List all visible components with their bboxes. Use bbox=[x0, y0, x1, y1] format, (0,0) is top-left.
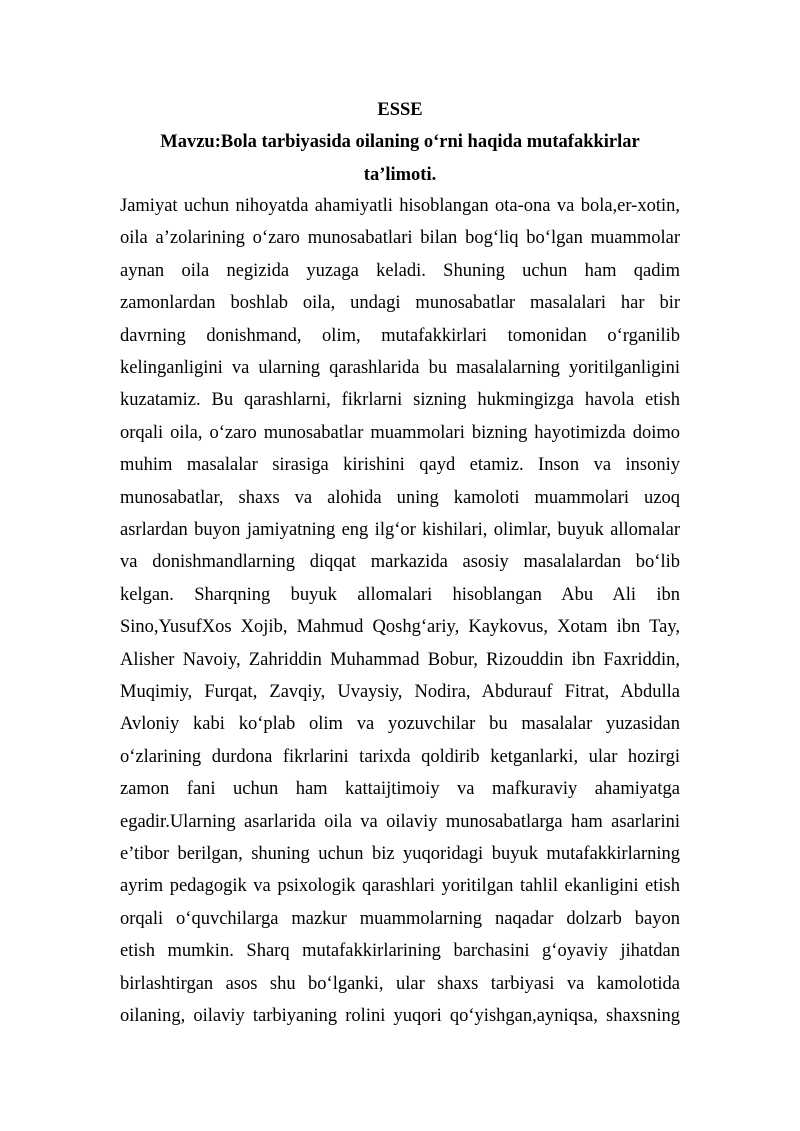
document-subject bbox=[120, 126, 680, 192]
body-line: etish mumkin. Sharq mutafakkirlarining barchasini g‘oyaviy jihatdan bbox=[120, 941, 680, 962]
body-line: zamon fani uchun ham kattaijtimoiy va mafkuraviy ahamiyatga bbox=[120, 779, 680, 800]
body-line: asrlardan buyon jamiyatning eng ilg‘or kishilari, olimlar, buyuk allomalar bbox=[120, 520, 680, 540]
body-line: kelinganligini va ularning qarashlarida bu masalalarning yoritilganligini bbox=[120, 358, 680, 378]
body-line: davrning donishmand, olim, mutafakkirlari tomonidan o‘rganilib bbox=[120, 325, 680, 346]
body-line: oila a’zolarining o‘zaro munosabatlari bilan bog‘liq bo‘lgan muammolar bbox=[120, 228, 680, 249]
body-line: aynan oila negizida yuzaga keladi. Shuning uchun ham qadim bbox=[120, 260, 680, 281]
body-line: muhim masalalar sirasiga kirishini qayd etamiz. Inson va insoniy bbox=[120, 455, 680, 476]
body-line: kuzatamiz. Bu qarashlarni, fikrlarni sizning hukmingizga havola etish bbox=[120, 390, 680, 411]
subject-line: Mavzu:Bola tarbiyasida oilaning o‘rni haqida mutafakkirlar bbox=[160, 132, 640, 152]
body-line: Avloniy kabi ko‘plab olim va yozuvchilar bu masalalar yuzasidan bbox=[120, 714, 680, 735]
body-line: orqali o‘quvchilarga mazkur muammolarning naqadar dolzarb bayon bbox=[120, 908, 680, 929]
body-line: birlashtirgan asos shu bo‘lganki, ular shaxs tarbiyasi va kamolotida bbox=[120, 973, 680, 994]
body-line: zamonlardan boshlab oila, undagi munosabatlar masalalari har bir bbox=[120, 293, 680, 314]
body-line: egadir.Ularning asarlarida oila va oilaviy munosabatlarga ham asarlarini bbox=[120, 811, 680, 832]
body-line: ayrim pedagogik va psixologik qarashlari yoritilgan tahlil ekanligini etish bbox=[120, 876, 680, 897]
document-title: ESSE bbox=[377, 100, 423, 120]
body-line: munosabatlar, shaxs va alohida uning kamoloti muammolari uzoq bbox=[120, 487, 680, 508]
body-line: e’tibor berilgan, shuning uchun biz yuqoridagi buyuk mutafakkirlarning bbox=[120, 844, 680, 864]
subject-line: ta’limoti. bbox=[363, 165, 437, 185]
body-line: va donishmandlarning diqqat markazida asosiy masalalardan bo‘lib bbox=[120, 552, 680, 573]
body-line: orqali oila, o‘zaro munosabatlar muammolari bizning hayotimizda doimo bbox=[120, 422, 680, 443]
body-line: Sino,YusufXos Xojib, Mahmud Qoshg‘ariy, Kaykovus, Xotam ibn Tay, bbox=[120, 617, 680, 638]
body-line: Muqimiy, Furqat, Zavqiy, Uvaysiy, Nodira, Abdurauf Fitrat, Abdulla bbox=[120, 682, 680, 702]
body-line: Alisher Navoiy, Zahriddin Muhammad Bobur, Rizouddin ibn Faxriddin, bbox=[120, 649, 680, 670]
body-line: Jamiyat uchun nihoyatda ahamiyatli hisoblangan ota-ona va bola,er-xotin, bbox=[120, 196, 680, 216]
body-line: kelgan. Sharqning buyuk allomalari hisoblangan Abu Ali ibn bbox=[120, 584, 680, 605]
body-line: oilaning, oilaviy tarbiyaning rolini yuqori qo‘yishgan,ayniqsa, shaxsning bbox=[120, 1006, 680, 1026]
body-line: o‘zlarining durdona fikrlarini tarixda qoldirib ketganlarki, ular hozirgi bbox=[120, 746, 680, 767]
